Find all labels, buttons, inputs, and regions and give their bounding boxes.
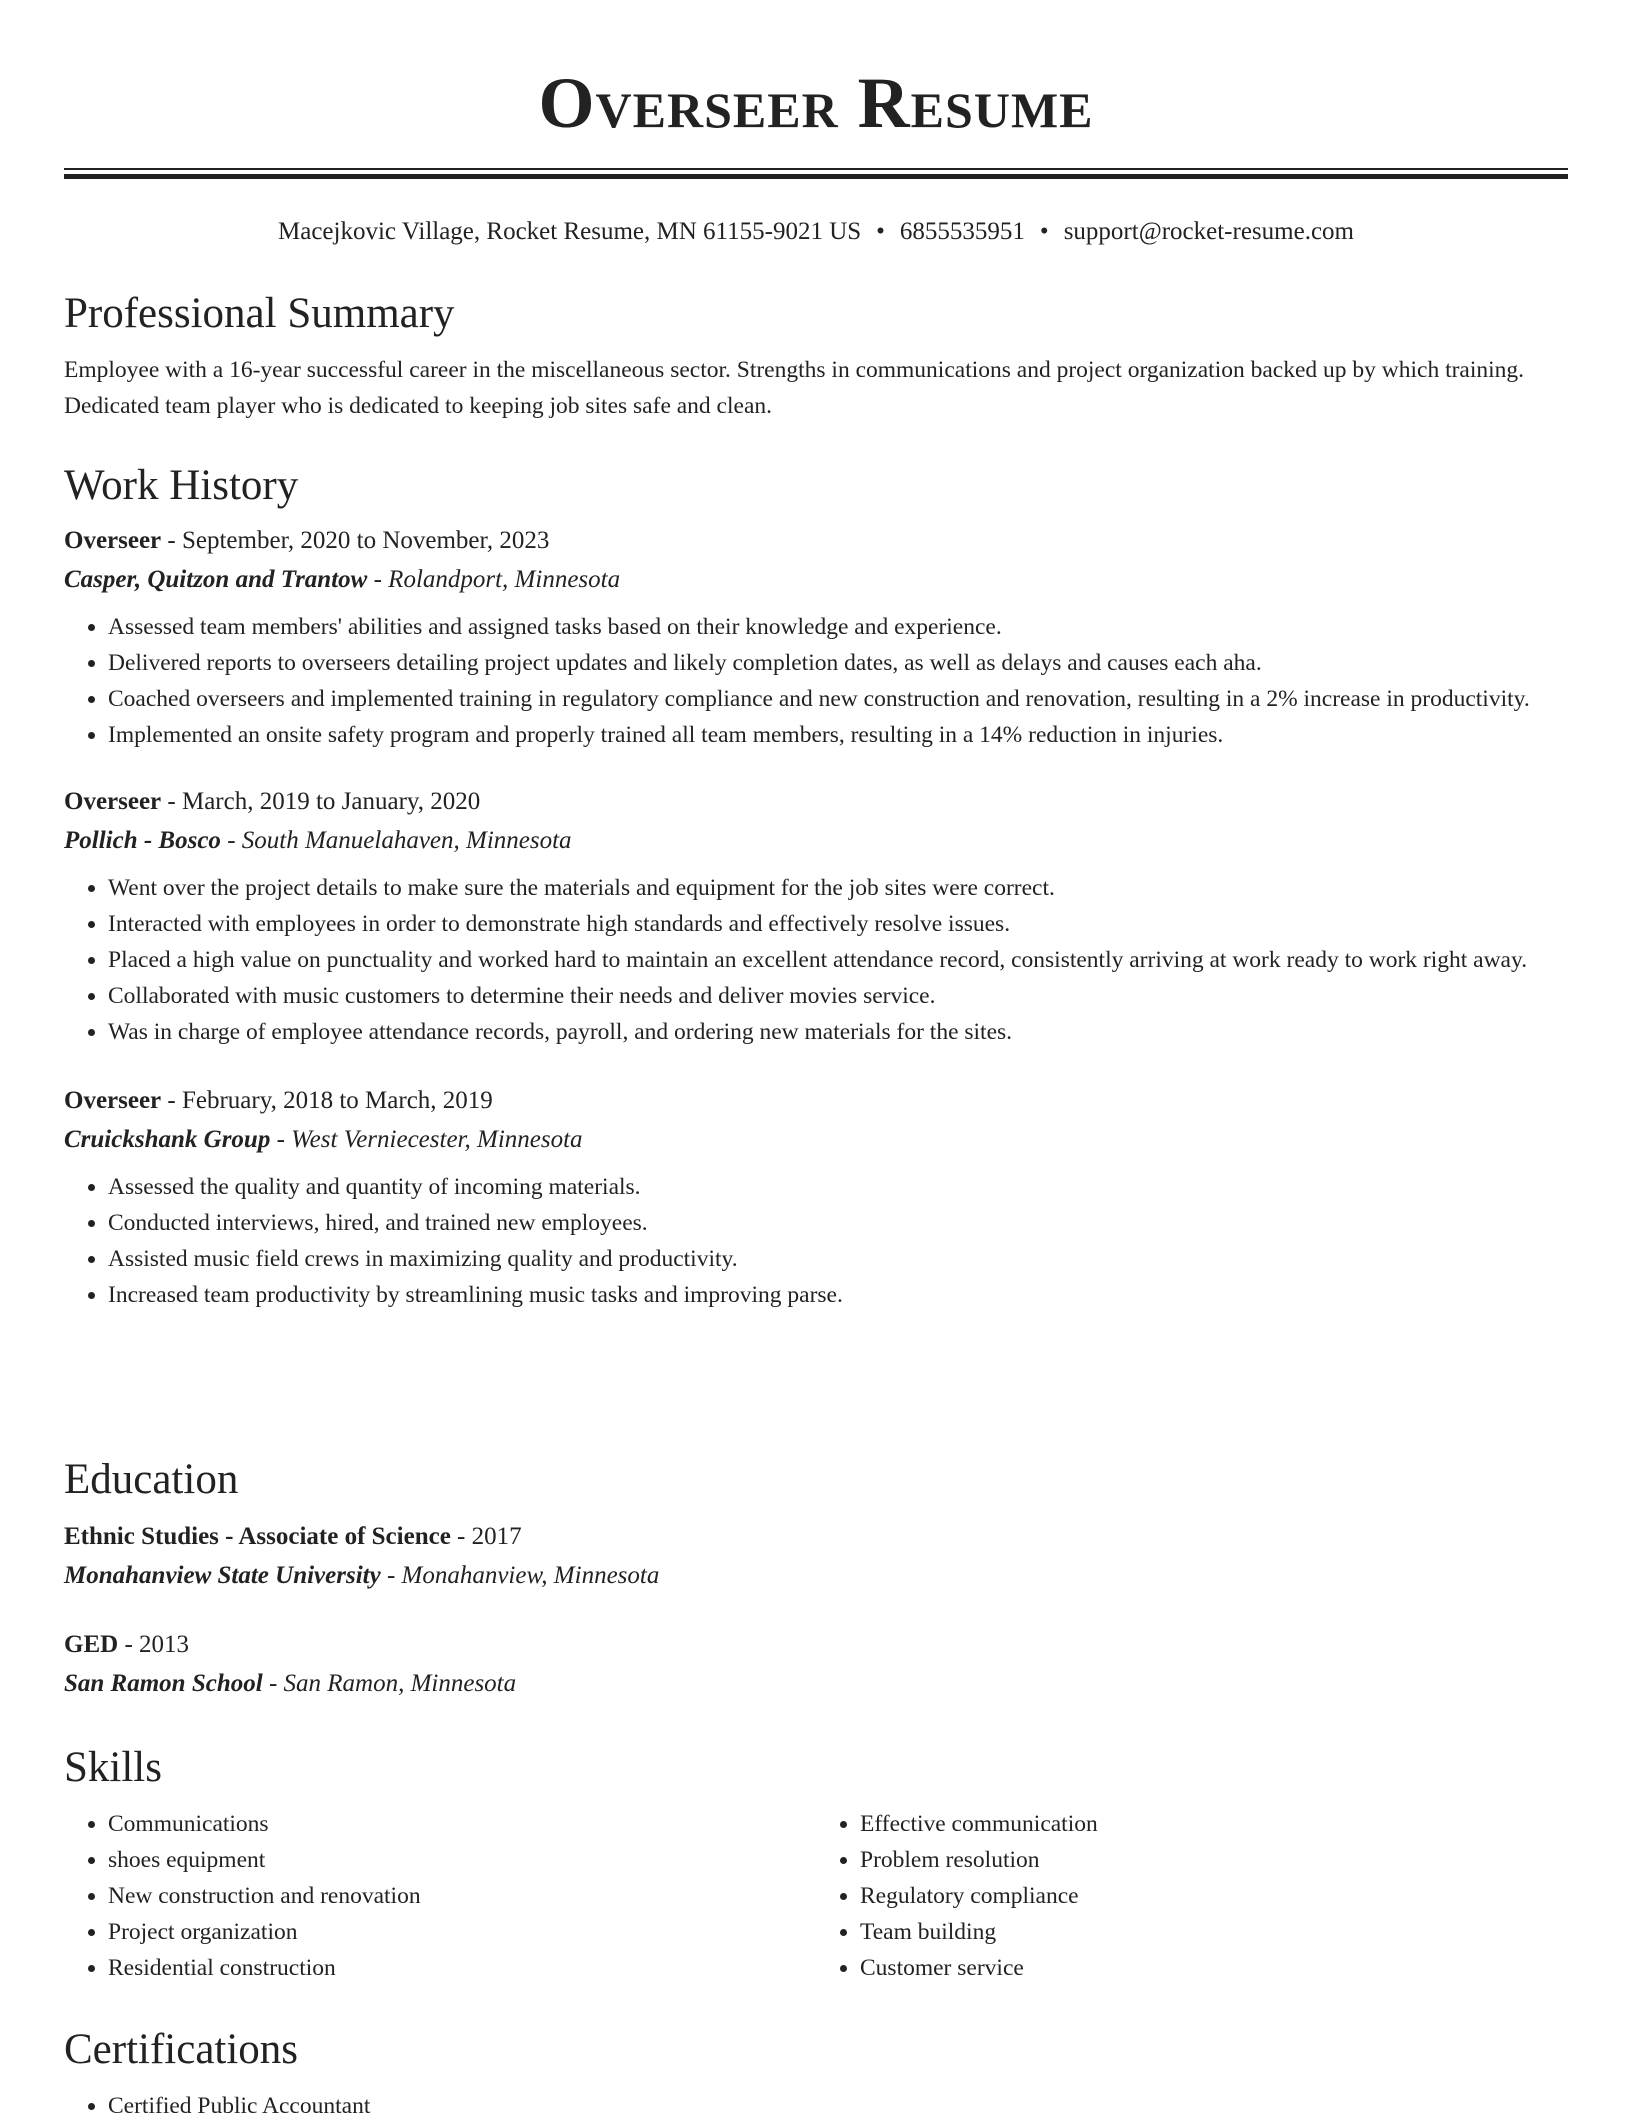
education-section	[64, 1452, 1568, 1704]
section-heading: Education	[64, 1456, 239, 1503]
education-entry	[64, 1626, 1568, 1704]
skill-item: • Residential construction	[108, 1950, 816, 1986]
job-title-line	[64, 1082, 1568, 1120]
certifications-section	[64, 2022, 1568, 2124]
skill-item: • Effective communication	[860, 1806, 1568, 1842]
job-company-line	[64, 821, 1568, 861]
skill-item: • Communications	[108, 1806, 816, 1842]
degree-year: - 2017	[450, 1523, 522, 1550]
list-item: • Increased team productivity by streamlining music tasks and improving parse.	[108, 1277, 1568, 1313]
education-entry	[64, 1518, 1568, 1596]
degree-line	[64, 1518, 1568, 1556]
skills-section	[64, 1740, 1568, 1986]
contact-email: support@rocket-resume.com	[1063, 218, 1354, 245]
list-item: • Went over the project details to make sure the materials and equipment for the job sites were correct.	[108, 870, 1568, 906]
degree-year: - 2013	[118, 1631, 190, 1658]
list-item: • Coached overseers and implemented training in regulatory compliance and new construction and renovation, resulting in a 2% increase in productivity.	[108, 681, 1568, 717]
job-dates: - February, 2018 to March, 2019	[161, 1087, 493, 1114]
contact-separator: •	[1039, 218, 1049, 245]
work-history-section	[64, 458, 1568, 1313]
list-item: • Interacted with employees in order to demonstrate high standards and effectively resolve issues.	[108, 906, 1568, 942]
list-item: • Collaborated with music customers to determine their needs and deliver movies service.	[108, 978, 1568, 1014]
skill-item: • Regulatory compliance	[860, 1878, 1568, 1914]
contact-separator: •	[876, 218, 885, 245]
skills-grid	[64, 1806, 1568, 1986]
contact-address: Macejkovic Village, Rocket Resume, MN 61155-9021 US	[278, 218, 862, 245]
certification-item: • Certified Public Accountant	[108, 2088, 1568, 2124]
job-company: Pollich - Bosco	[64, 827, 221, 854]
job-title-line	[64, 783, 1568, 821]
summary-section	[64, 286, 1568, 424]
job-entry	[64, 522, 1568, 753]
school-location: - Monahanview, Minnesota	[380, 1562, 660, 1589]
job-company-line	[64, 560, 1568, 600]
contact-line	[64, 214, 1568, 250]
degree: GED	[64, 1631, 119, 1658]
school: San Ramon School	[64, 1670, 263, 1697]
job-bullets	[64, 870, 1568, 1050]
job-entry	[64, 1082, 1568, 1313]
job-bullets	[64, 609, 1568, 753]
list-item: • Placed a high value on punctuality and worked hard to maintain an excellent attendance record, consistently arriving at work ready to work right away.	[108, 942, 1568, 978]
skills-list-left	[64, 1806, 816, 1986]
contact-phone: 6855535951	[899, 218, 1025, 245]
job-company: Casper, Quitzon and Trantow	[64, 566, 368, 593]
certifications-list	[64, 2088, 1568, 2124]
job-dates: - March, 2019 to January, 2020	[161, 788, 481, 815]
job-company-line	[64, 1120, 1568, 1160]
skills-list-right	[816, 1806, 1568, 1986]
title-divider-thick	[64, 174, 1568, 179]
page-title: Overseer Resume	[538, 63, 1094, 143]
school: Monahanview State University	[64, 1562, 381, 1589]
list-item: • Delivered reports to overseers detailing project updates and likely completion dates, as well as delays and causes each aha.	[108, 645, 1568, 681]
title-divider-thin	[64, 168, 1568, 170]
job-title-line	[64, 522, 1568, 560]
degree-line	[64, 1626, 1568, 1664]
school-line	[64, 1556, 1568, 1596]
job-title: Overseer	[64, 788, 162, 815]
list-item: • Assessed the quality and quantity of incoming materials.	[108, 1169, 1568, 1205]
job-title: Overseer	[64, 527, 162, 554]
job-company: Cruickshank Group	[64, 1126, 271, 1153]
list-item: • Assisted music field crews in maximizing quality and productivity.	[108, 1241, 1568, 1277]
list-item: • Implemented an onsite safety program and properly trained all team members, resulting in a 14% reduction in injuries.	[108, 717, 1568, 753]
list-item: • Assessed team members' abilities and assigned tasks based on their knowledge and experience.	[108, 609, 1568, 645]
job-location: - West Verniecester, Minnesota	[270, 1126, 583, 1153]
job-location: - Rolandport, Minnesota	[367, 566, 621, 593]
job-bullets	[64, 1169, 1568, 1313]
skill-item: • shoes equipment	[108, 1842, 816, 1878]
section-heading: Professional Summary	[64, 290, 455, 337]
section-heading: Work History	[64, 462, 299, 509]
school-location: - San Ramon, Minnesota	[262, 1670, 517, 1697]
job-dates: - September, 2020 to November, 2023	[161, 527, 550, 554]
school-line	[64, 1664, 1568, 1704]
summary-text: Employee with a 16-year successful career in the miscellaneous sector. Strengths in communications and project organization backed up by which training. Dedicated team player who is dedicated to keeping job sites safe and clean.	[64, 357, 1525, 419]
job-title: Overseer	[64, 1087, 162, 1114]
skill-item: • Customer service	[860, 1950, 1568, 1986]
job-location: - South Manuelahaven, Minnesota	[220, 827, 572, 854]
resume-page	[64, 0, 1568, 2119]
skill-item: • Project organization	[108, 1914, 816, 1950]
section-heading: Certifications	[64, 2026, 299, 2073]
list-item: • Was in charge of employee attendance records, payroll, and ordering new materials for the sites.	[108, 1014, 1568, 1050]
skill-item: • Team building	[860, 1914, 1568, 1950]
list-item: • Conducted interviews, hired, and trained new employees.	[108, 1205, 1568, 1241]
degree: Ethnic Studies - Associate of Science	[64, 1523, 451, 1550]
job-entry	[64, 783, 1568, 1050]
skill-item: • Problem resolution	[860, 1842, 1568, 1878]
skill-item: • New construction and renovation	[108, 1878, 816, 1914]
section-heading: Skills	[64, 1744, 162, 1791]
